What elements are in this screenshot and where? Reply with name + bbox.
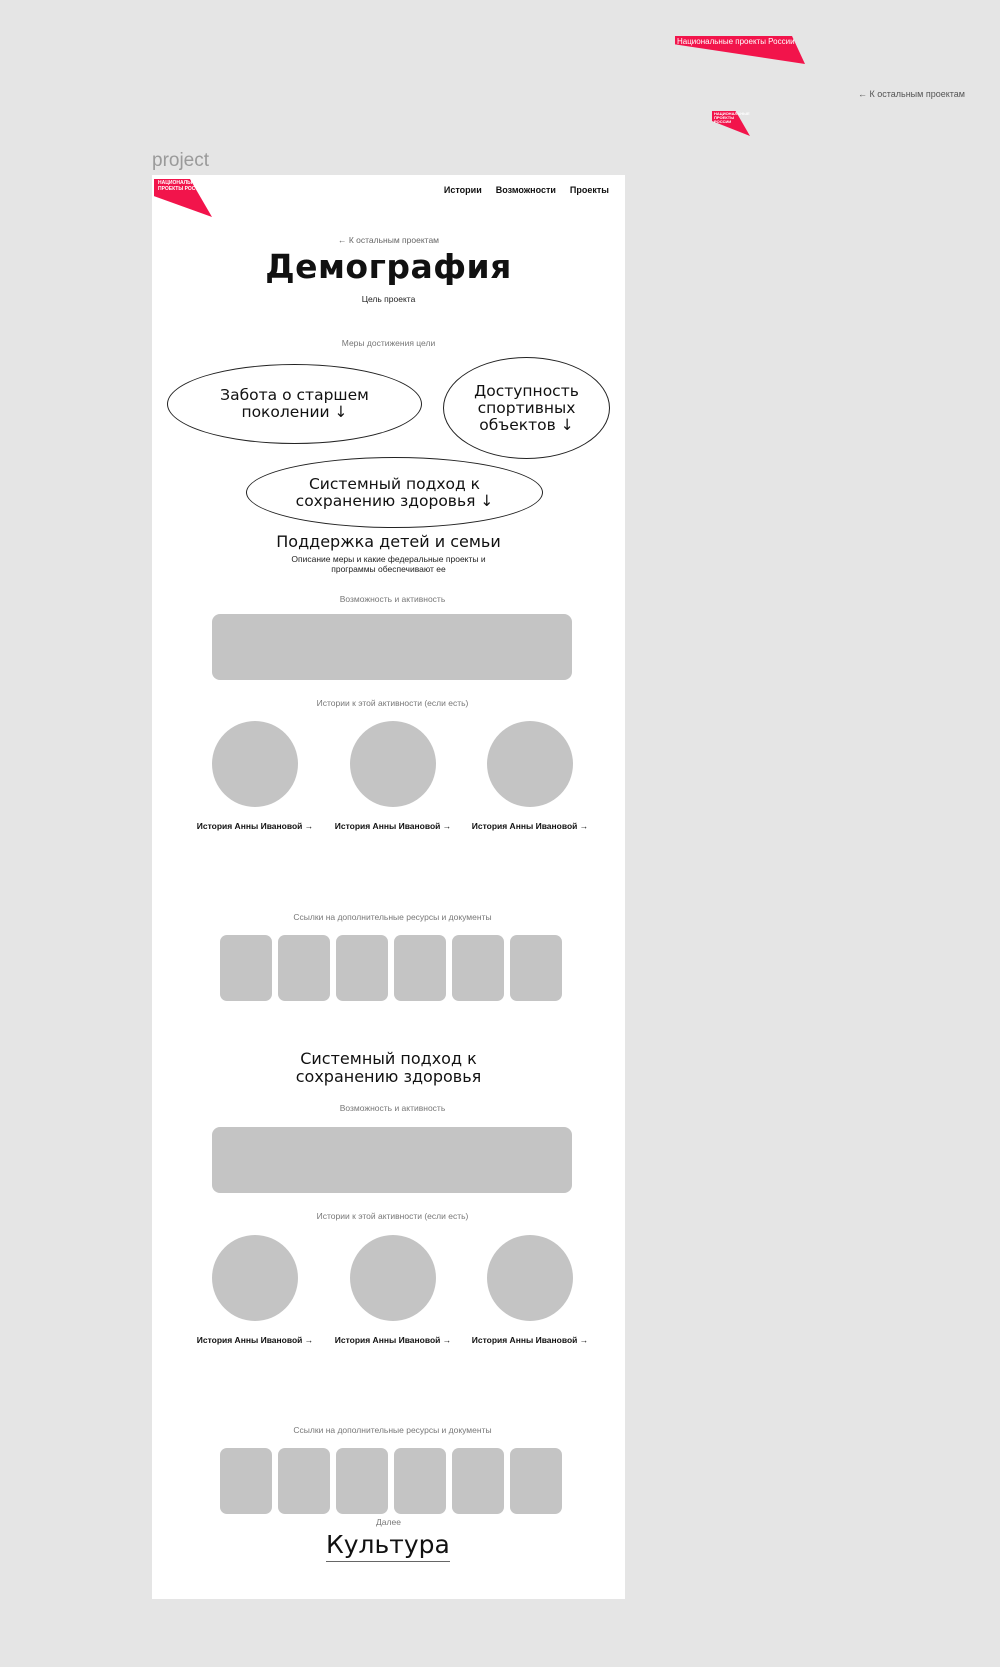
story-card: [465, 721, 595, 831]
project-page-artboard: [152, 175, 625, 1599]
brand-logo-wide: [675, 36, 805, 64]
header-logo[interactable]: [154, 179, 212, 217]
story-link[interactable]: История Анны Ивановой →: [471, 821, 589, 831]
story-avatar[interactable]: [487, 721, 573, 807]
measures-label: Меры достижения цели: [341, 338, 436, 348]
story-link[interactable]: История Анны Ивановой →: [196, 1335, 314, 1345]
resource-document[interactable]: [394, 1448, 446, 1514]
story-card: [328, 1235, 458, 1345]
resource-document[interactable]: [452, 935, 504, 1001]
story-link[interactable]: История Анны Ивановой →: [196, 821, 314, 831]
story-avatar[interactable]: [212, 721, 298, 807]
measure-health-approach-label: Системный подход к сохранению здоровья ↓: [295, 474, 494, 510]
opportunity-banner[interactable]: [212, 1127, 572, 1193]
story-avatar[interactable]: [350, 721, 436, 807]
story-card: [465, 1235, 595, 1345]
opportunity-label: Возможность и активность: [339, 594, 446, 604]
top-nav: [444, 185, 609, 195]
story-link[interactable]: История Анны Ивановой →: [471, 1335, 589, 1345]
floating-back-link[interactable]: ← К остальным проектам: [858, 89, 965, 99]
resource-document[interactable]: [220, 935, 272, 1001]
resources-list: [220, 935, 562, 1001]
stories-label: Истории к этой активности (если есть): [316, 1211, 469, 1221]
story-avatar[interactable]: [212, 1235, 298, 1321]
resource-document[interactable]: [510, 1448, 562, 1514]
section-description-family: Описание меры и какие федеральные проекты и программы обеспечивают ее: [291, 554, 486, 574]
next-project-link[interactable]: Культура: [326, 1530, 450, 1562]
project-goal: Цель проекта: [361, 294, 416, 304]
resource-document[interactable]: [394, 935, 446, 1001]
story-link[interactable]: История Анны Ивановой →: [334, 1335, 452, 1345]
resource-document[interactable]: [336, 1448, 388, 1514]
stories-label: Истории к этой активности (если есть): [316, 698, 469, 708]
resource-document[interactable]: [510, 935, 562, 1001]
header-logo-text: НАЦИОНАЛЬНЫЕ ПРОЕКТЫ РОССИИ: [158, 180, 207, 192]
resource-document[interactable]: [452, 1448, 504, 1514]
section-title-health: Системный подход к сохранению здоровья: [295, 1049, 482, 1086]
brand-logo-small-text: НАЦИОНАЛЬНЫЕ ПРОЕКТЫ РОССИИ: [714, 111, 750, 124]
measure-health-approach[interactable]: [246, 457, 543, 528]
resource-document[interactable]: [336, 935, 388, 1001]
measure-elderly-care-label: Забота о старшем поколении ↓: [220, 386, 369, 421]
story-card: [328, 721, 458, 831]
opportunity-banner[interactable]: [212, 614, 572, 680]
next-project-label: Далее: [376, 1517, 401, 1527]
page-title: Демография: [265, 247, 512, 286]
resource-document[interactable]: [220, 1448, 272, 1514]
story-link[interactable]: История Анны Ивановой →: [334, 821, 452, 831]
resources-label: Ссылки на дополнительные ресурсы и документы: [293, 912, 492, 922]
resource-document[interactable]: [278, 935, 330, 1001]
brand-logo-wide-text: Национальные проекты России: [677, 37, 795, 46]
frame-label: project: [152, 150, 210, 171]
measure-sports-facilities[interactable]: [443, 357, 610, 459]
resource-document[interactable]: [278, 1448, 330, 1514]
opportunity-label: Возможность и активность: [339, 1103, 446, 1113]
measure-sports-facilities-label: Доступность спортивных объектов ↓: [474, 381, 579, 434]
story-card: [190, 1235, 320, 1345]
measure-elderly-care[interactable]: [167, 364, 422, 444]
section-title-family: Поддержка детей и семьи: [276, 532, 501, 551]
nav-item-projects[interactable]: Проекты: [569, 185, 609, 195]
back-to-projects-link[interactable]: ← К остальным проектам: [337, 235, 440, 245]
story-avatar[interactable]: [350, 1235, 436, 1321]
brand-logo-small: [712, 111, 750, 136]
resources-label: Ссылки на дополнительные ресурсы и документы: [293, 1425, 492, 1435]
story-card: [190, 721, 320, 831]
story-avatar[interactable]: [487, 1235, 573, 1321]
resources-list: [220, 1448, 562, 1514]
nav-item-stories[interactable]: Истории: [443, 185, 482, 195]
nav-item-opportunities[interactable]: Возможности: [495, 185, 556, 195]
